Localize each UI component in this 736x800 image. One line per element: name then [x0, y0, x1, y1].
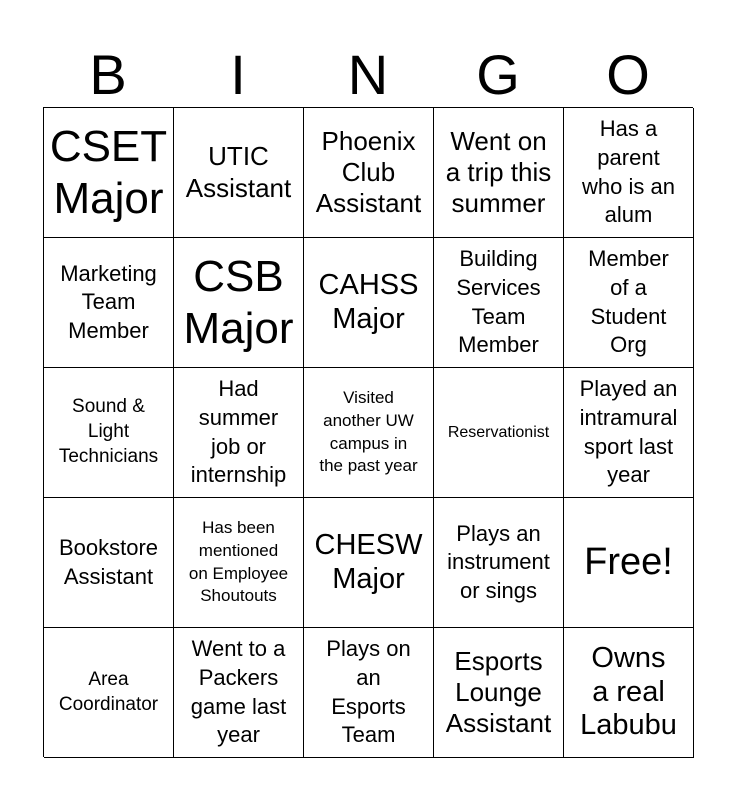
bingo-cell[interactable]	[434, 628, 564, 758]
bingo-cell[interactable]	[174, 368, 304, 498]
cell-text: Played an intramural sport last year	[579, 376, 678, 488]
bingo-board	[43, 107, 693, 757]
bingo-cell[interactable]	[564, 628, 694, 758]
bingo-cell[interactable]	[564, 368, 694, 498]
cell-text: Visited another UW campus in the past year	[319, 387, 418, 476]
bingo-cell[interactable]	[44, 238, 174, 368]
cell-text: Plays on an Esports Team	[326, 636, 411, 748]
cell-text: Area Coordinator	[58, 668, 159, 715]
cell-text: Member of a Student Org	[588, 246, 669, 358]
header-letter-n: N	[347, 43, 389, 106]
cell-text: Sound & Light Technicians	[58, 396, 159, 467]
cell-text: CAHSS Major	[318, 269, 419, 335]
bingo-cell[interactable]	[434, 498, 564, 628]
cell-text: Bookstore Assistant	[58, 534, 159, 589]
bingo-cell[interactable]	[44, 108, 174, 238]
cell-text: Esports Lounge Assistant	[445, 645, 552, 739]
bingo-cell[interactable]	[44, 498, 174, 628]
cell-text: Had summer job or internship	[190, 376, 287, 488]
cell-text: Phoenix Club Assistant	[315, 125, 422, 219]
cell-text: CSET Major	[49, 121, 168, 223]
bingo-cell[interactable]	[304, 498, 434, 628]
bingo-cell[interactable]	[564, 238, 694, 368]
bingo-cell[interactable]	[174, 108, 304, 238]
cell-text: Building Services Team Member	[456, 246, 541, 358]
free-space-text: Free!	[584, 541, 673, 584]
bingo-cell[interactable]	[564, 108, 694, 238]
bingo-cell[interactable]	[44, 628, 174, 758]
cell-text: Has been mentioned on Employee Shoutouts	[188, 517, 289, 606]
bingo-cell[interactable]	[174, 498, 304, 628]
header-letter-g: G	[476, 43, 520, 106]
cell-text: Reservationist	[447, 423, 550, 441]
bingo-cell[interactable]	[434, 108, 564, 238]
bingo-cell-free[interactable]	[564, 498, 694, 628]
bingo-cell[interactable]	[434, 238, 564, 368]
bingo-header	[43, 44, 693, 106]
bingo-cell[interactable]	[304, 628, 434, 758]
cell-text: Plays an instrument or sings	[447, 520, 550, 603]
cell-text: UTIC Assistant	[185, 141, 292, 203]
header-letter-o: O	[606, 43, 650, 106]
bingo-cell[interactable]	[44, 368, 174, 498]
bingo-cell[interactable]	[304, 238, 434, 368]
bingo-cell[interactable]	[174, 238, 304, 368]
bingo-cell[interactable]	[434, 368, 564, 498]
cell-text: Has a parent who is an alum	[582, 116, 675, 228]
bingo-cell[interactable]	[304, 108, 434, 238]
header-letter-i: I	[230, 43, 246, 106]
cell-text: Owns a real Labubu	[580, 642, 677, 742]
cell-text: Went to a Packers game last year	[190, 636, 287, 748]
cell-text: Went on a trip this summer	[445, 125, 552, 219]
cell-text: CHESW Major	[314, 529, 423, 595]
bingo-cell[interactable]	[304, 368, 434, 498]
cell-text: Marketing Team Member	[60, 260, 157, 343]
cell-text: CSB Major	[183, 251, 294, 353]
header-letter-b: B	[89, 43, 127, 106]
bingo-cell[interactable]	[174, 628, 304, 758]
